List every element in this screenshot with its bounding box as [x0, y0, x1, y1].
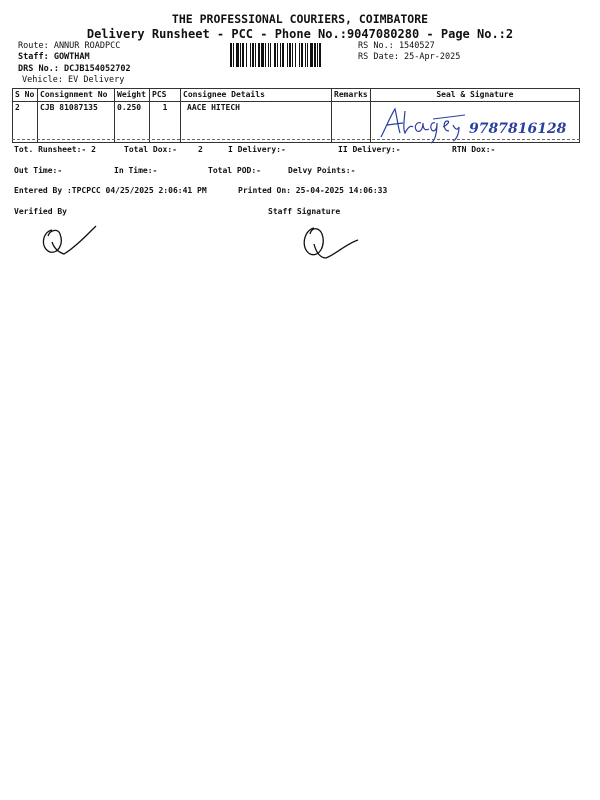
- runsheet-subtitle: Delivery Runsheet - PCC - Phone No.:9047080280 - Page No.:2: [86, 27, 514, 41]
- route-label: Route: ANNUR ROADPCC: [18, 41, 121, 51]
- drs-number: DRS No.: DCJB154052702: [18, 64, 131, 74]
- column-header: Seal & Signature: [370, 89, 579, 102]
- company-title: THE PROFESSIONAL COURIERS, COIMBATORE: [171, 12, 429, 26]
- cell-weight: 0.250: [115, 102, 150, 143]
- total-dox-label: Total Dox:-: [124, 145, 177, 154]
- ii-delivery: II Delivery:-: [338, 145, 401, 154]
- cell-sno: 2: [13, 102, 38, 143]
- rs-date: RS Date: 25-Apr-2025: [358, 52, 461, 62]
- separator-line: [12, 139, 580, 140]
- table-header-row: [13, 89, 580, 102]
- barcode-image: [230, 43, 348, 67]
- handwritten-signature-recipient: [373, 103, 567, 139]
- cell-pcs: 1: [150, 102, 181, 143]
- runsheet-table: [12, 88, 580, 143]
- i-delivery: I Delivery:-: [228, 145, 286, 154]
- total-dox-value: 2: [198, 145, 203, 154]
- rs-number: RS No.: 1540527: [358, 41, 435, 51]
- vehicle-label: Vehicle: EV Delivery: [22, 75, 125, 85]
- total-pod: Total POD:-: [208, 166, 261, 175]
- rtn-dox: RTN Dox:-: [452, 145, 496, 154]
- cell-remarks: [332, 102, 371, 143]
- verified-by-label: Verified By: [14, 207, 67, 216]
- staff-signature-label: Staff Signature: [268, 207, 341, 216]
- cell-consignee: AACE HITECH: [181, 102, 332, 143]
- column-header: Consignee Details: [181, 89, 332, 102]
- cell-consignment-no: CJB 81087135: [38, 102, 115, 143]
- column-header: PCS: [150, 89, 181, 102]
- tot-runsheet: Tot. Runsheet:- 2: [14, 145, 96, 154]
- out-time: Out Time:-: [14, 166, 63, 175]
- handwritten-signature-verifier: [38, 222, 102, 262]
- svg-text:9787816128: 9787816128: [468, 121, 567, 137]
- column-header: Remarks: [332, 89, 371, 102]
- in-time: In Time:-: [114, 166, 158, 175]
- handwritten-signature-staff: [298, 222, 362, 262]
- printed-on: Printed On: 25-04-2025 14:06:33: [238, 186, 388, 195]
- table-row: [13, 102, 580, 143]
- delvy-points: Delvy Points:-: [288, 166, 356, 175]
- cell-signature: [370, 102, 579, 143]
- entered-by: Entered By :TPCPCC 04/25/2025 2:06:41 PM: [14, 186, 207, 195]
- column-header: Weight: [115, 89, 150, 102]
- column-header: S No: [13, 89, 38, 102]
- column-header: Consignment No: [38, 89, 115, 102]
- staff-label: Staff: GOWTHAM: [18, 52, 90, 62]
